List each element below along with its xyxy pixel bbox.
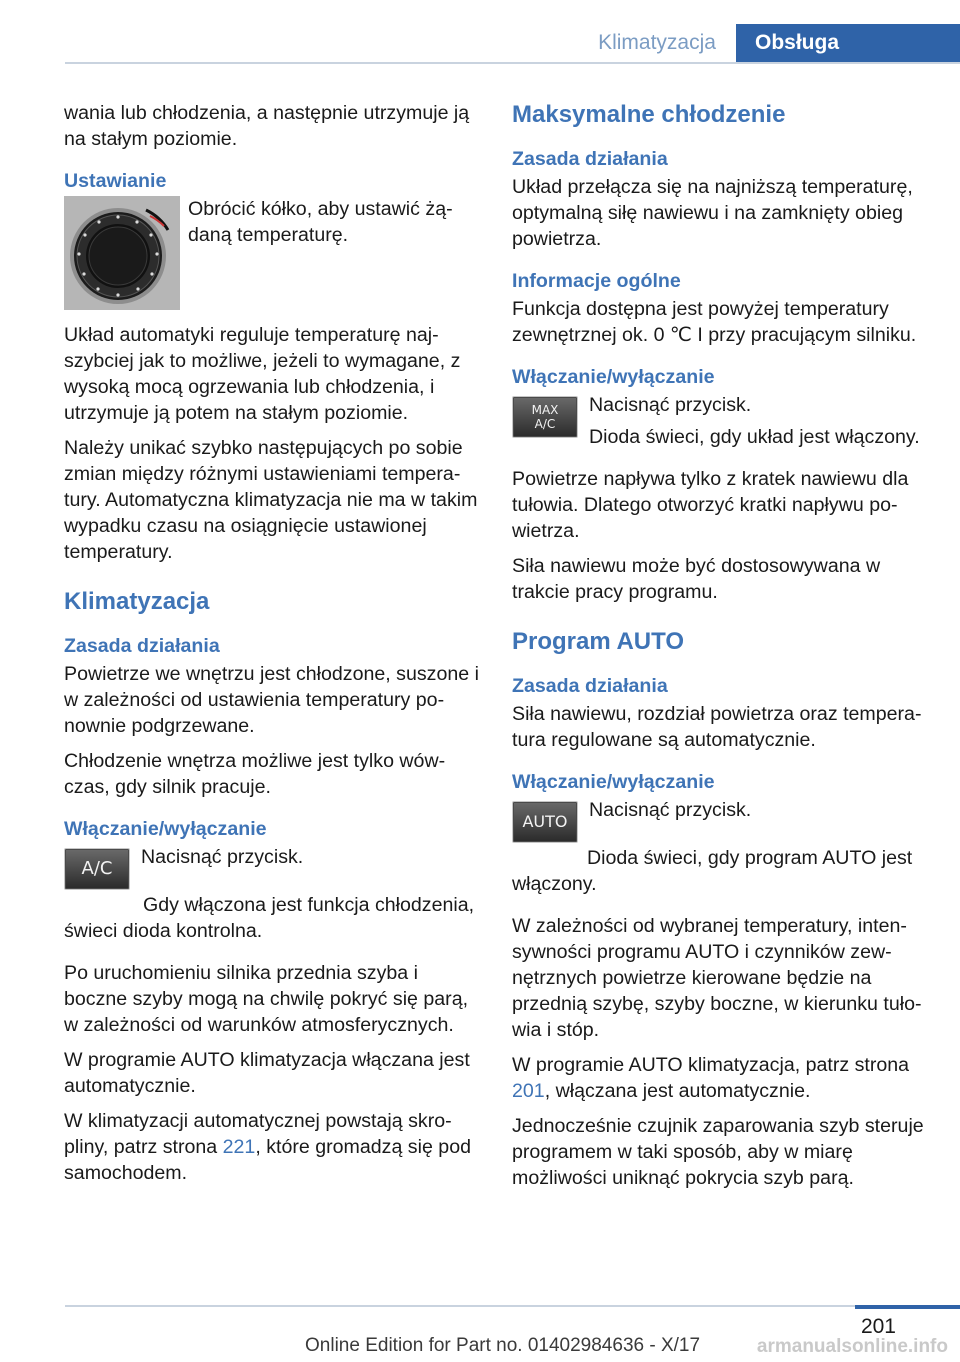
ac-figure-row bbox=[64, 844, 482, 890]
max-step-1: Nacisnąć przycisk. bbox=[589, 394, 752, 416]
temperature-knob-image bbox=[64, 196, 180, 310]
page-number: 201 bbox=[860, 1315, 896, 1338]
paragraph: Powietrze we wnętrzu jest chłodzone, suszone i w zależności od ustawienia temperatury ponownie podgrzewane. bbox=[64, 663, 479, 737]
paragraph: wania lub chłodzenia, a następnie utrzymuje ją na stałym poziomie. bbox=[64, 102, 470, 150]
paragraph: W programie AUTO klimatyzacja włączana jest automatycznie. bbox=[64, 1049, 470, 1097]
paragraph: Po uruchomieniu silnika przednia szyba i boczne szyby mogą na chwilę pokryć się parą, w zależności od warunków atmosferycznych. bbox=[64, 962, 469, 1036]
subheading-wlaczanie: Włączanie/wyłączanie bbox=[64, 818, 267, 840]
heading-klimatyzacja: Klimatyzacja bbox=[64, 588, 210, 615]
max-ac-button-icon: MAX A/C bbox=[512, 396, 578, 438]
footer-rule bbox=[65, 1305, 960, 1307]
auto-step-2: Dioda świeci, gdy program AUTO jest włączony. bbox=[512, 847, 913, 895]
subheading-wlaczanie: Włączanie/wyłączanie bbox=[512, 771, 715, 793]
subheading-informacje: Informacje ogólne bbox=[512, 270, 681, 292]
left-column bbox=[64, 100, 482, 1195]
paragraph: Jednocześnie czujnik zaparowania szyb steruje programem w taki sposób, aby w miarę możliwości uniknąć pokrycia szyb parą. bbox=[512, 1115, 924, 1189]
page-link-201[interactable]: 201 bbox=[512, 1080, 545, 1102]
paragraph: Siła nawiewu może być dostosowywana w trakcie pracy programu. bbox=[512, 555, 881, 603]
auto-button-icon: AUTO bbox=[512, 801, 578, 843]
ac-step-1: Nacisnąć przycisk. bbox=[141, 846, 304, 868]
subheading-ustawianie: Ustawianie bbox=[64, 170, 167, 192]
paragraph: Funkcja dostępna jest powyżej temperatury zewnętrznej ok. 0 ℃ I przy pracującym silniku. bbox=[512, 298, 917, 346]
max-ac-figure-row bbox=[512, 392, 926, 450]
ac-step-2: Gdy włączona jest funkcja chłodzenia, świeci dioda kontrolna. bbox=[64, 894, 475, 942]
paragraph: Powietrze napływa tylko z kratek nawiewu dla tułowia. Dlatego otworzyć kratki napływu powietrza. bbox=[512, 468, 909, 542]
paragraph-with-link: W klimatyzacji automatycznej powstają skropliny, patrz strona 221, które gromadzą się pod samochodem. bbox=[64, 1110, 471, 1184]
subheading-wlaczanie: Włączanie/wyłączanie bbox=[512, 366, 715, 388]
max-step-2: Dioda świeci, gdy układ jest włączony. bbox=[589, 426, 920, 448]
right-column bbox=[512, 100, 926, 1200]
header-section-tab: Klimatyzacja bbox=[598, 31, 716, 54]
edition-note: Online Edition for Part no. 01402984636 - X/17 bbox=[305, 1335, 701, 1356]
paragraph: Chłodzenie wnętrza możliwe jest tylko wówczas, gdy silnik pracuje. bbox=[64, 750, 446, 798]
auto-step-1: Nacisnąć przycisk. bbox=[589, 799, 752, 821]
paragraph: Układ automatyki reguluje temperaturę najszybciej jak to możliwe, jeżeli to wymagane, z wysoką mocą ogrzewania lub chłodzenia, i utrzymuje ją potem na stałym poziomie. bbox=[64, 324, 461, 424]
page-link-221[interactable]: 221 bbox=[222, 1136, 256, 1158]
subheading-zasada: Zasada działania bbox=[64, 635, 220, 657]
paragraph: Siła nawiewu, rozdział powietrza oraz temperatura regulowane są automatycznie. bbox=[512, 703, 922, 751]
heading-max-chlodzenie: Maksymalne chłodzenie bbox=[512, 101, 786, 128]
knob-figure-row bbox=[64, 196, 482, 310]
ac-button-icon: A/C bbox=[64, 848, 130, 890]
header-rule bbox=[65, 62, 960, 64]
subheading-zasada: Zasada działania bbox=[512, 148, 668, 170]
knob-instruction: Obrócić kółko, aby ustawić żądaną temperaturę. bbox=[188, 198, 453, 246]
heading-program-auto: Program AUTO bbox=[512, 628, 685, 655]
paragraph: W zależności od wybranej temperatury, intensywności programu AUTO i czynników zewnętrznych powietrze kierowane będzie na przednią szybę, szyby boczne, w kierunku tułowia i stóp. bbox=[512, 915, 922, 1041]
subheading-zasada: Zasada działania bbox=[512, 675, 668, 697]
watermark: armanualsonline.info bbox=[756, 1336, 948, 1357]
header-chapter-tab: Obsługa bbox=[736, 24, 960, 62]
paragraph: Układ przełącza się na najniższą temperaturę, optymalną siłę nawiewu i na zamknięty obieg powietrza. bbox=[512, 176, 913, 250]
footer-accent-bar bbox=[855, 1305, 960, 1309]
auto-figure-row bbox=[512, 797, 926, 843]
paragraph-with-link: W programie AUTO klimatyzacja, patrz strona 201, włączana jest automatycznie. bbox=[512, 1054, 910, 1102]
paragraph: Należy unikać szybko następujących po sobie zmian między różnymi ustawieniami temperatury. Automatyczna klimatyzacja nie ma w takim wypadku czasu na osiągnięcie ustawionej temperatury. bbox=[64, 437, 478, 563]
